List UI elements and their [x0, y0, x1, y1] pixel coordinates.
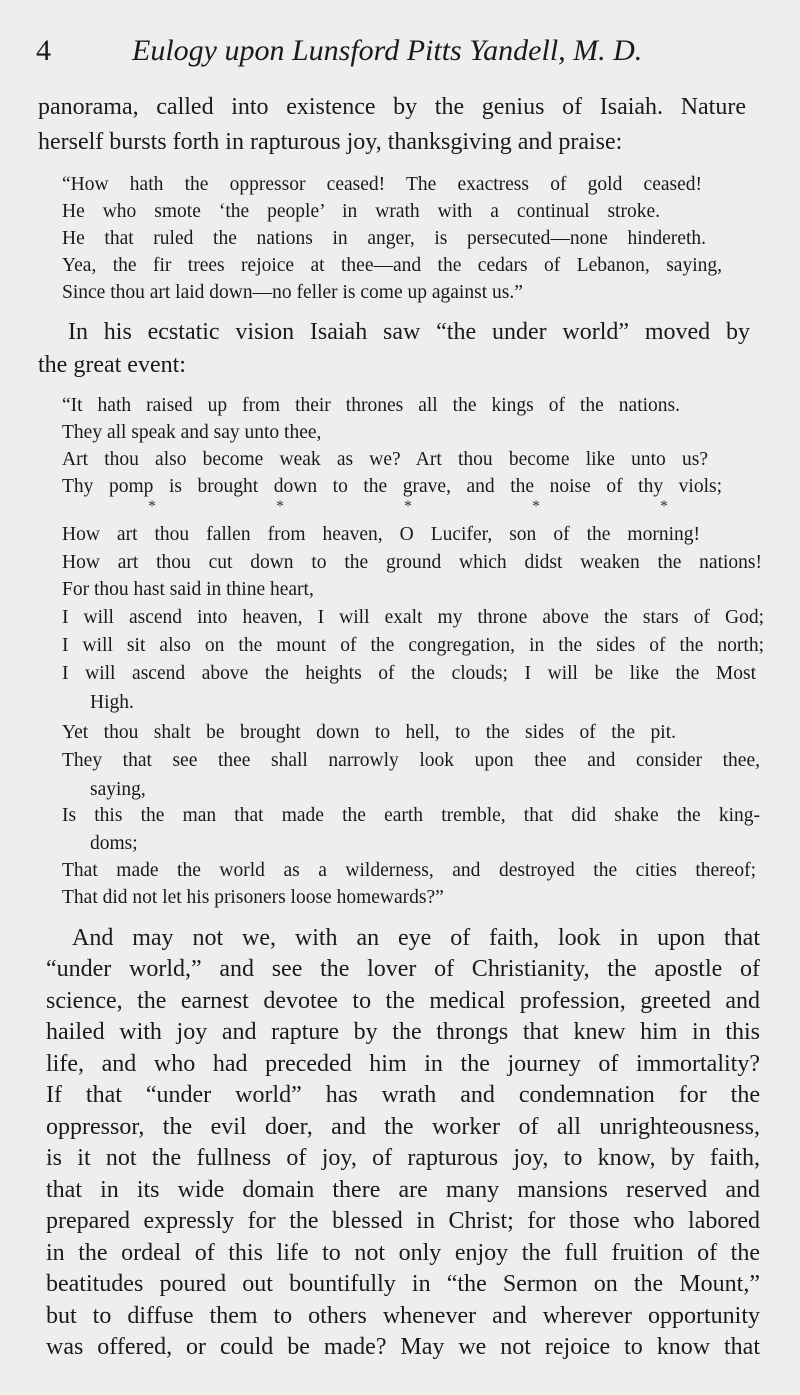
verse-line: Since thou art laid down—no feller is come up against us.” — [62, 282, 523, 303]
verse-line: That made the world as a wilderness, and destroyed the cities thereof; — [62, 860, 756, 881]
text-line: hailed with joy and rapture by the throngs that knew him in this — [46, 1019, 760, 1045]
text-line: the great event: — [38, 352, 186, 378]
verse-line: Yet thou shalt be brought down to hell, to the sides of the pit. — [62, 722, 676, 743]
verse-line: High. — [90, 692, 134, 713]
verse-line: I will sit also on the mount of the congregation, in the sides of the north; — [62, 635, 764, 656]
verse-line: For thou hast said in thine heart, — [62, 579, 314, 600]
asterisk: * — [148, 498, 156, 515]
verse-line: “It hath raised up from their thrones all the kings of the nations. — [62, 395, 680, 416]
text-line: prepared expressly for the blessed in Christ; for those who labored — [46, 1208, 760, 1234]
verse-line: doms; — [90, 833, 138, 854]
asterisk: * — [532, 498, 540, 515]
verse-line: I will ascend above the heights of the clouds; I will be like the Most — [62, 663, 756, 684]
verse-line: He who smote ‘the people’ in wrath with a continual stroke. — [62, 201, 660, 222]
text-line: And may not we, with an eye of faith, look in upon that — [72, 925, 760, 951]
verse-line: “How hath the oppressor ceased! The exactress of gold ceased! — [62, 174, 702, 195]
verse-line: They all speak and say unto thee, — [62, 422, 322, 443]
text-line: oppressor, the evil doer, and the worker of all unrighteousness, — [46, 1114, 760, 1140]
page-number: 4 — [36, 34, 51, 67]
running-head: Eulogy upon Lunsford Pitts Yandell, M. D. — [132, 34, 643, 67]
text-line: science, the earnest devotee to the medical profession, greeted and — [46, 988, 760, 1014]
text-line: In his ecstatic vision Isaiah saw “the under world” moved by — [68, 319, 750, 345]
verse-line: saying, — [90, 779, 146, 800]
text-line: panorama, called into existence by the genius of Isaiah. Nature — [38, 94, 746, 120]
text-line: herself bursts forth in rapturous joy, thanksgiving and praise: — [38, 129, 623, 155]
text-line: “under world,” and see the lover of Christianity, the apostle of — [46, 956, 760, 982]
verse-line: Thy pomp is brought down to the grave, and the noise of thy viols; — [62, 476, 722, 497]
asterisk: * — [276, 498, 284, 515]
text-line: was offered, or could be made? May we not rejoice to know that — [46, 1334, 760, 1360]
text-line: that in its wide domain there are many mansions reserved and — [46, 1177, 760, 1203]
text-line: beatitudes poured out bountifully in “the Sermon on the Mount,” — [46, 1271, 760, 1297]
verse-line: How art thou cut down to the ground which didst weaken the nations! — [62, 552, 762, 573]
verse-line: Art thou also become weak as we? Art thou become like unto us? — [62, 449, 708, 470]
asterisk: * — [660, 498, 668, 515]
asterisk: * — [404, 498, 412, 515]
verse-line: Yea, the fir trees rejoice at thee—and the cedars of Lebanon, saying, — [62, 255, 722, 276]
verse-line: How art thou fallen from heaven, O Lucifer, son of the morning! — [62, 524, 700, 545]
text-line: but to diffuse them to others whenever and wherever opportunity — [46, 1303, 760, 1329]
verse-line: That did not let his prisoners loose homewards?” — [62, 887, 444, 908]
verse-line: They that see thee shall narrowly look upon thee and consider thee, — [62, 750, 760, 771]
text-line: If that “under world” has wrath and condemnation for the — [46, 1082, 760, 1108]
verse-line: He that ruled the nations in anger, is persecuted—none hindereth. — [62, 228, 706, 249]
verse-line: I will ascend into heaven, I will exalt my throne above the stars of God; — [62, 607, 764, 628]
verse-line: Is this the man that made the earth tremble, that did shake the king- — [62, 805, 760, 826]
text-line: life, and who had preceded him in the journey of immortality? — [46, 1051, 760, 1077]
text-line: in the ordeal of this life to not only enjoy the full fruition of the — [46, 1240, 760, 1266]
text-line: is it not the fullness of joy, of rapturous joy, to know, by faith, — [46, 1145, 760, 1171]
asterisk-separator — [148, 498, 668, 518]
